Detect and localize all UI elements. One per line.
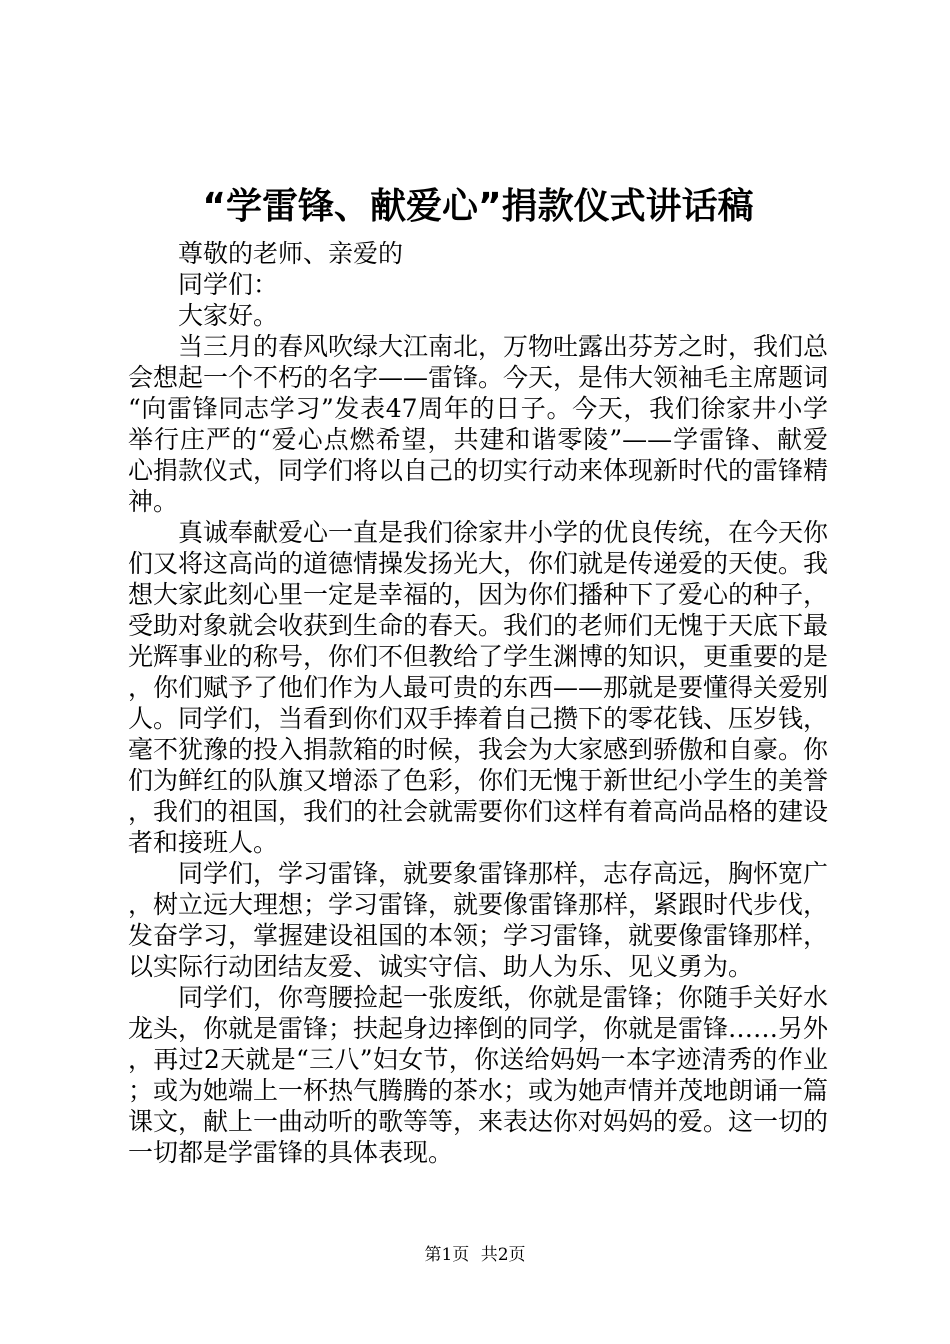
document-page — [128, 180, 828, 1168]
page-number-total: 共2页 — [480, 1245, 526, 1265]
salutation-line-2: 同学们： — [178, 270, 279, 299]
document-title: “学雷锋、献爱心”捐款仪式讲话稿 — [202, 186, 754, 227]
paragraph-3: 同学们，学习雷锋，就要象雷锋那样，志存高远，胸怀宽广，树立远大理想；学习雷锋，就要像雷锋那样，紧跟时代步伐，发奋学习，掌握建设祖国的本领；学习雷锋，就要像雷锋那样，以实际行动团结友爱、诚实守信、助人为乐、见义勇为。 — [128, 859, 829, 981]
greeting: 大家好。 — [178, 301, 279, 330]
salutation-line-1: 尊敬的老师、亲爱的 — [178, 239, 404, 268]
paragraph-4: 同学们，你弯腰捡起一张废纸，你就是雷锋；你随手关好水龙头，你就是雷锋；扶起身边摔倒的同学，你就是雷锋……另外，再过2天就是“三八”妇女节，你送给妈妈一本字迹清秀的作业；或为她端上一杯热气腾腾的茶水；或为她声情并茂地朗诵一篇课文，献上一曲动听的歌等等，来表达你对妈妈的爱。这一切的一切都是学雷锋的具体表现。 — [128, 983, 829, 1167]
page-number-current: 第1页 — [424, 1245, 470, 1265]
paragraph-1: 当三月的春风吹绿大江南北，万物吐露出芬芳之时，我们总会想起一个不朽的名字——雷锋。今天，是伟大领袖毛主席题词“向雷锋同志学习”发表47周年的日子。今天，我们徐家井小学举行庄严的“爱心点燃希望，共建和谐零陵”——学雷锋、献爱心捐款仪式，同学们将以自己的切实行动来体现新时代的雷锋精神。 — [128, 332, 829, 516]
paragraph-2: 真诚奉献爱心一直是我们徐家井小学的优良传统，在今天你们又将这高尚的道德情操发扬光大，你们就是传递爱的天使。我想大家此刻心里一定是幸福的，因为你们播种下了爱心的种子，受助对象就会收获到生命的春天。我们的老师们无愧于天底下最光辉事业的称号，你们不但教给了学生渊博的知识，更重要的是，你们赋予了他们作为人最可贵的东西——那就是要懂得关爱别人。同学们，当看到你们双手捧着自己攒下的零花钱、压岁钱，毫不犹豫的投入捐款箱的时候，我会为大家感到骄傲和自豪。你们为鲜红的队旗又增添了色彩，你们无愧于新世纪小学生的美誉，我们的祖国，我们的社会就需要你们这样有着高尚品格的建设者和接班人。 — [128, 518, 829, 857]
page-footer — [0, 1244, 950, 1266]
